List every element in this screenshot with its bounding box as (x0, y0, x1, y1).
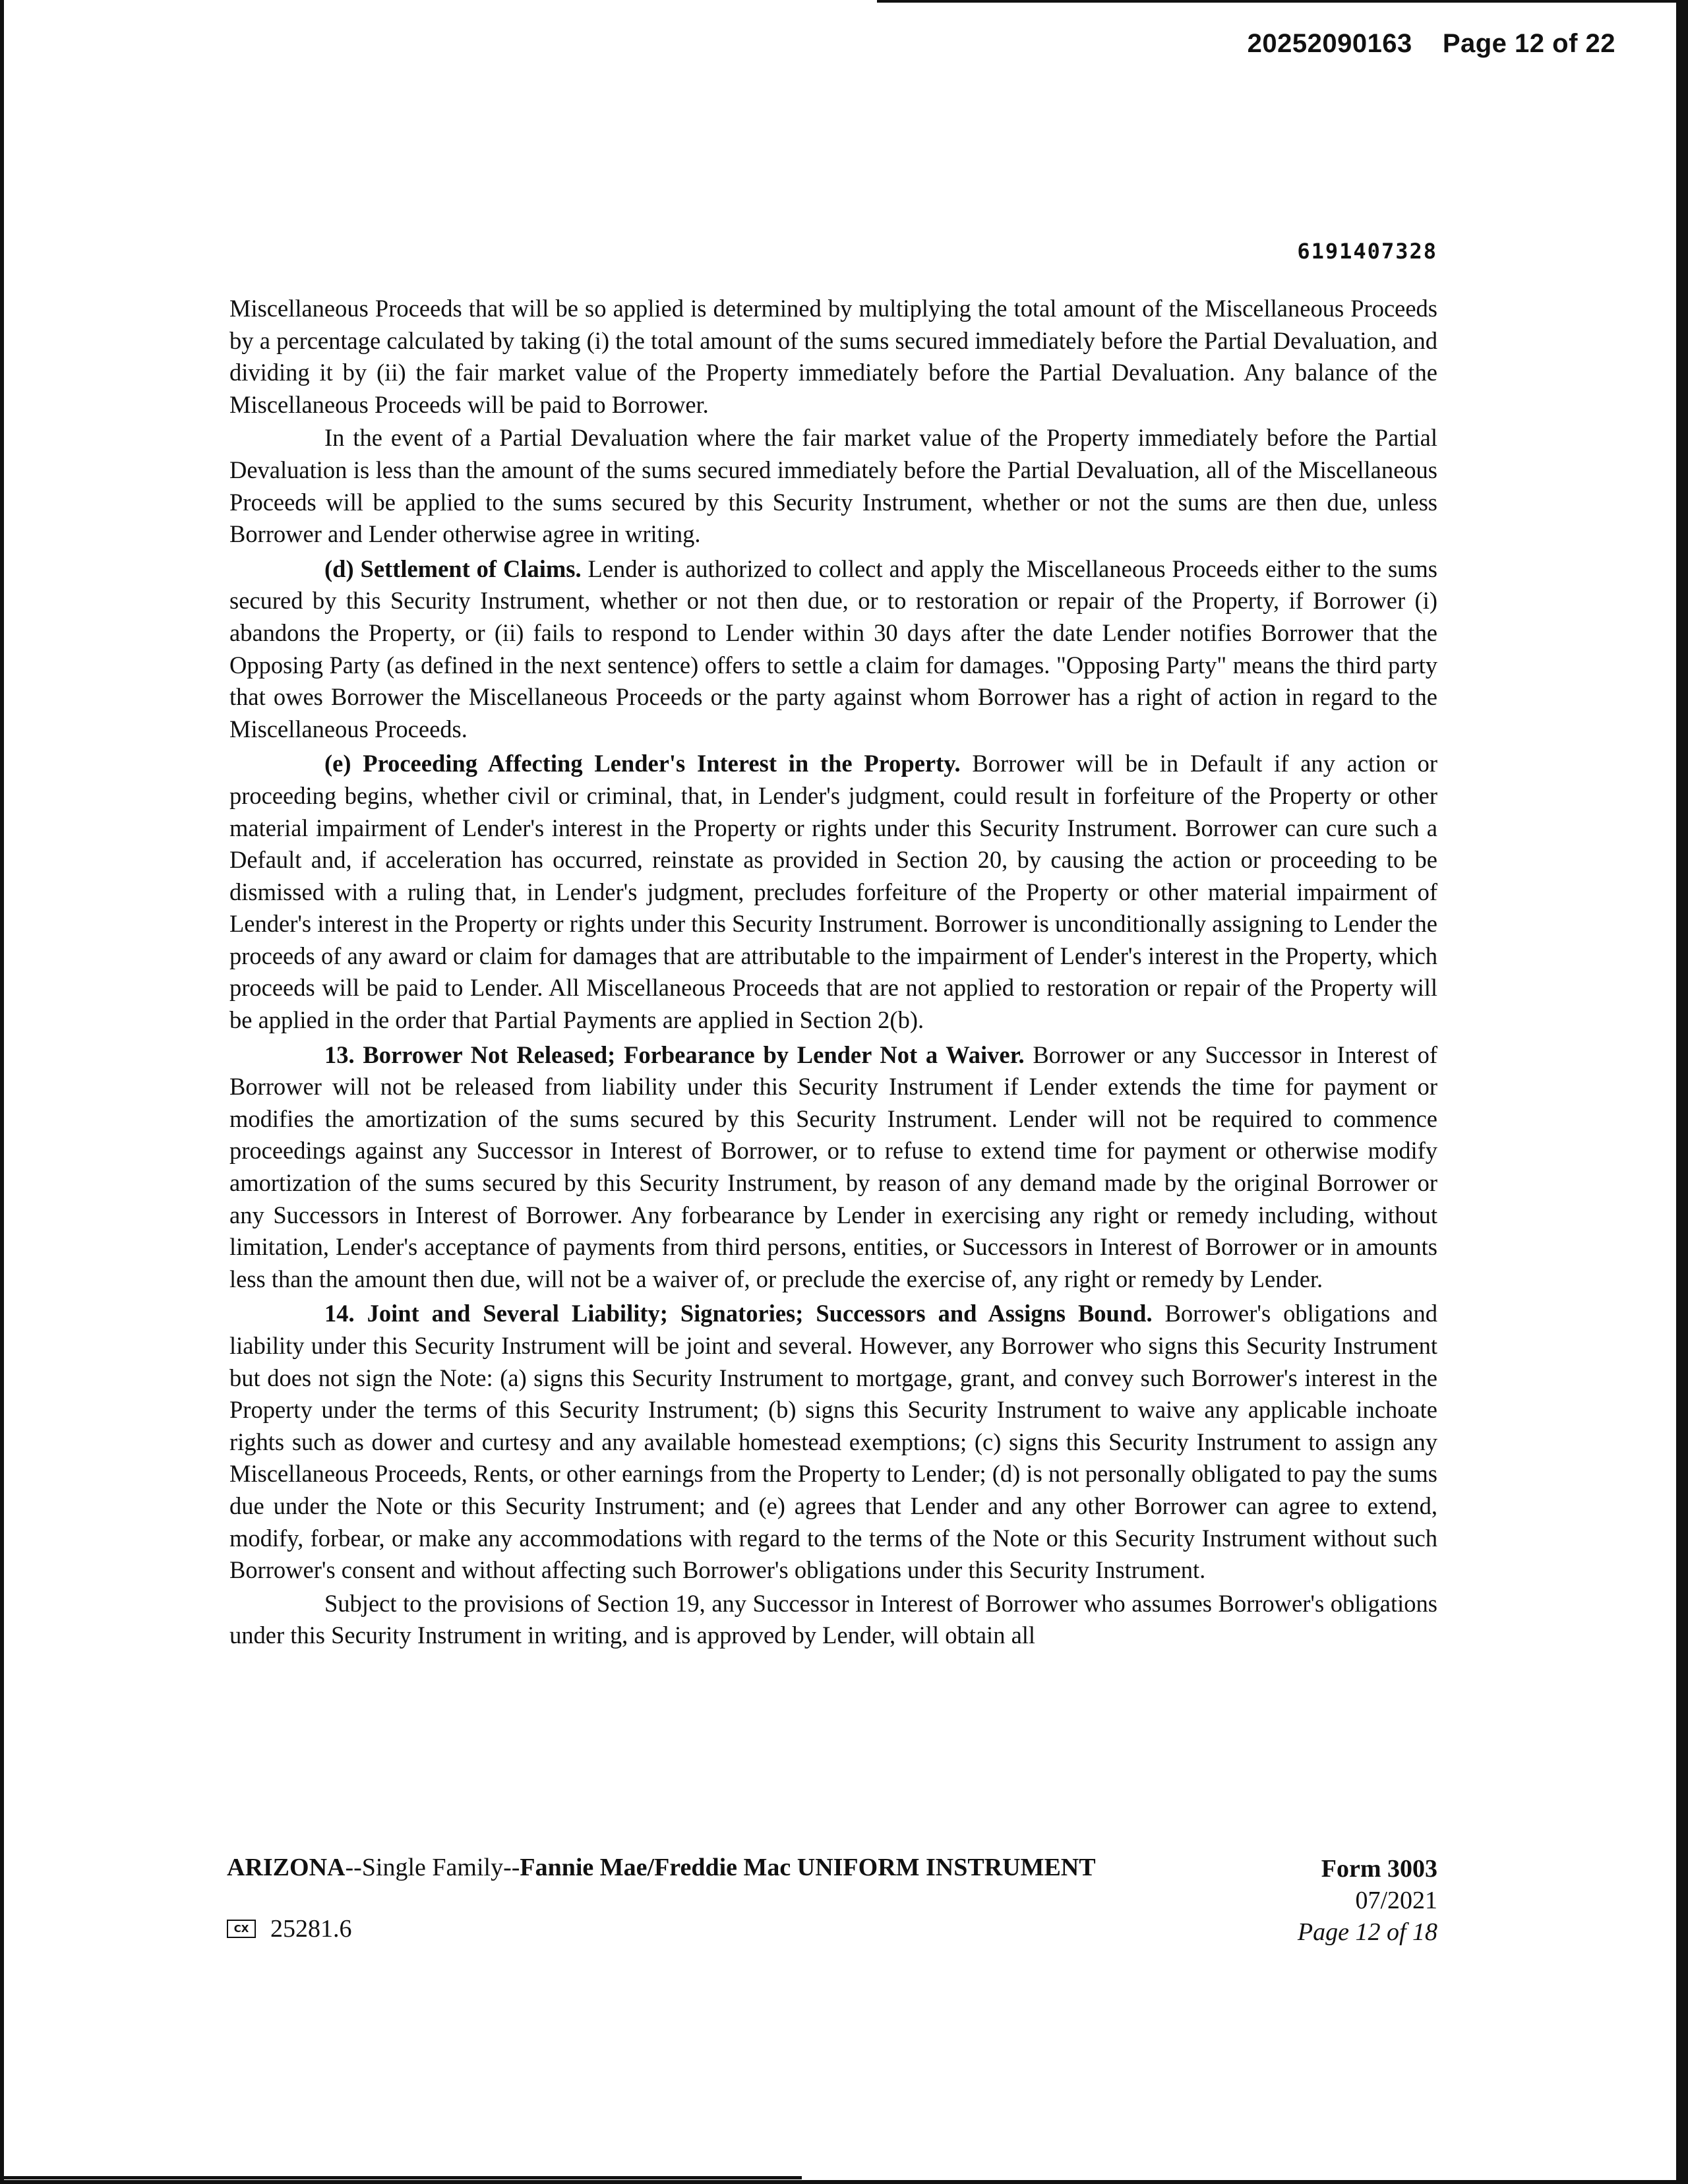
section-settlement-of-claims (229, 553, 1437, 746)
section-heading: (e) Proceeding Affecting Lender's Interest in the Property. (324, 750, 961, 777)
form-logo-icon: CX (227, 1920, 256, 1938)
paragraph-continued: Miscellaneous Proceeds that will be so applied is determined by multiplying the total amount of the Miscellaneous Proceeds by a percentage calculated by taking (i) the total amount of the sums secured immediately before the Partial Devaluation, and dividing it by (ii) the fair market value of the Property immediately before the Partial Devaluation. Any balance of the Miscellaneous Proceeds will be paid to Borrower. (229, 295, 1437, 418)
footer-form-info (1298, 1853, 1437, 1948)
scan-edge-bottom (4, 2176, 802, 2179)
paragraph-partial-devaluation: In the event of a Partial Devaluation where the fair market value of the Property immediately before the Partial Devaluation is less than the amount of the sums secured immediately before the Partial Devaluation, all of the Miscellaneous Proceeds will be applied to the sums secured by this Security Instrument, whether or not the sums are then due, unless Borrower and Lender otherwise agree in writing. (229, 424, 1437, 548)
footer-separator: --Single Family-- (345, 1854, 520, 1881)
section-text: Borrower or any Successor in Interest of Borrower will not be released from liability under this Security Instrument if Lender extends the time for payment or modifies the amortization of the sums secured by this Security Instrument. Lender will not be required to commence proceedings against any Successor in Interest of Borrower, or to refuse to extend time for payment or otherwise modify amortization of the sums secured by this Security Instrument, by reason of any demand made by the original Borrower or any Successors in Interest of Borrower. Any forbearance by Lender in exercising any right or remedy including, without limitation, Lender's acceptance of payments from third persons, entities, or Successors in Interest of Borrower or in amounts less than the amount then due, will not be a waiver of, or preclude the exercise of, any right or remedy by Lender. (229, 1041, 1438, 1292)
form-date: 07/2021 (1355, 1887, 1437, 1914)
scan-edge-right (1676, 0, 1688, 2184)
section-proceeding-affecting-interest (229, 748, 1437, 1036)
section-text: Borrower will be in Default if any action or proceeding begins, whether civil or criminal, that, in Lender's judgment, could result in forfeiture of the Property or other material impairment of Lender's interest in the Property or rights under this Security Instrument. Borrower can cure such a Default and, if acceleration has occurred, reinstate as provided in Section 20, by causing the action or proceeding to be dismissed with a ruling that, in Lender's judgment, precludes forfeiture of the Property or other material impairment of Lender's interest in the Property or rights under this Security Instrument. Borrower is unconditionally assigning to Lender the proceeds of any award or claim for damages that are attributable to the impairment of Lender's interest in the Property, which proceeds will be paid to Lender. All Miscellaneous Proceeds that are not applied to restoration or repair of the Property will be applied in the order that Partial Payments are applied in Section 2(b). (229, 750, 1437, 1034)
document-body (229, 293, 1437, 1652)
section-heading: 14. Joint and Several Liability; Signatories; Successors and Assigns Bound. (324, 1300, 1153, 1327)
section-heading: 13. Borrower Not Released; Forbearance by Lender Not a Waiver. (324, 1041, 1025, 1068)
footer-state: ARIZONA (227, 1854, 346, 1881)
loan-number: 6191407328 (1297, 239, 1437, 264)
form-number: Form 3003 (1321, 1855, 1437, 1883)
section-text: Borrower's obligations and liability under this Security Instrument will be joint and several. However, any Borrower who signs this Security Instrument but does not sign the Note: (a) signs this Security Instrument to mortgage, grant, and convey such Borrower's interest in the Property under the terms of this Security Instrument; (b) signs this Security Instrument to waive any applicable inchoate rights such as dower and curtesy and any available homestead exemptions; (c) signs this Security Instrument to assign any Miscellaneous Proceeds, Rents, or other earnings from the Property to Lender; (d) is not personally obligated to pay the sums due under the Note or this Security Instrument; and (e) agrees that Lender and any other Borrower can agree to extend, modify, forbear, or make any accommodations with regard to the terms of the Note or this Security Instrument without such Borrower's consent and without affecting such Borrower's obligations under this Security Instrument. (229, 1300, 1437, 1584)
paragraph-successor-in-interest: Subject to the provisions of Section 19, any Successor in Interest of Borrower who assumes Borrower's obligations under this Security Instrument in writing, and is approved by Lender, will obtain all (229, 1589, 1437, 1649)
footer-form-code (227, 1914, 352, 1943)
recording-header (1248, 29, 1615, 59)
form-page: Page 12 of 18 (1297, 1918, 1437, 1946)
section-heading: (d) Settlement of Claims. (324, 555, 582, 582)
footer-instrument: Fannie Mae/Freddie Mac UNIFORM INSTRUMENT (520, 1854, 1096, 1881)
scan-edge-left (0, 0, 4, 2184)
section-13-borrower-not-released (229, 1039, 1437, 1296)
recording-page-label: Page 12 of 22 (1442, 29, 1615, 58)
section-14-joint-several-liability (229, 1298, 1437, 1586)
section-text: Lender is authorized to collect and apply the Miscellaneous Proceeds either to the sums secured by this Security Instrument, whether or not then due, or to restoration or repair of the Property, if Borrower (i) abandons the Property, or (ii) fails to respond to Lender within 30 days after the date Lender notifies Borrower that the Opposing Party (as defined in the next sentence) offers to settle a claim for damages. "Opposing Party" means the third party that owes Borrower the Miscellaneous Proceeds or the party against whom Borrower has a right of action in regard to the Miscellaneous Proceeds. (229, 555, 1438, 743)
scan-edge-bottom-2 (0, 2180, 1688, 2184)
scan-edge-top (877, 0, 1688, 3)
recording-number: 20252090163 (1247, 29, 1412, 58)
footer-instrument-title (227, 1853, 1096, 1882)
form-code: 25281.6 (270, 1915, 352, 1943)
